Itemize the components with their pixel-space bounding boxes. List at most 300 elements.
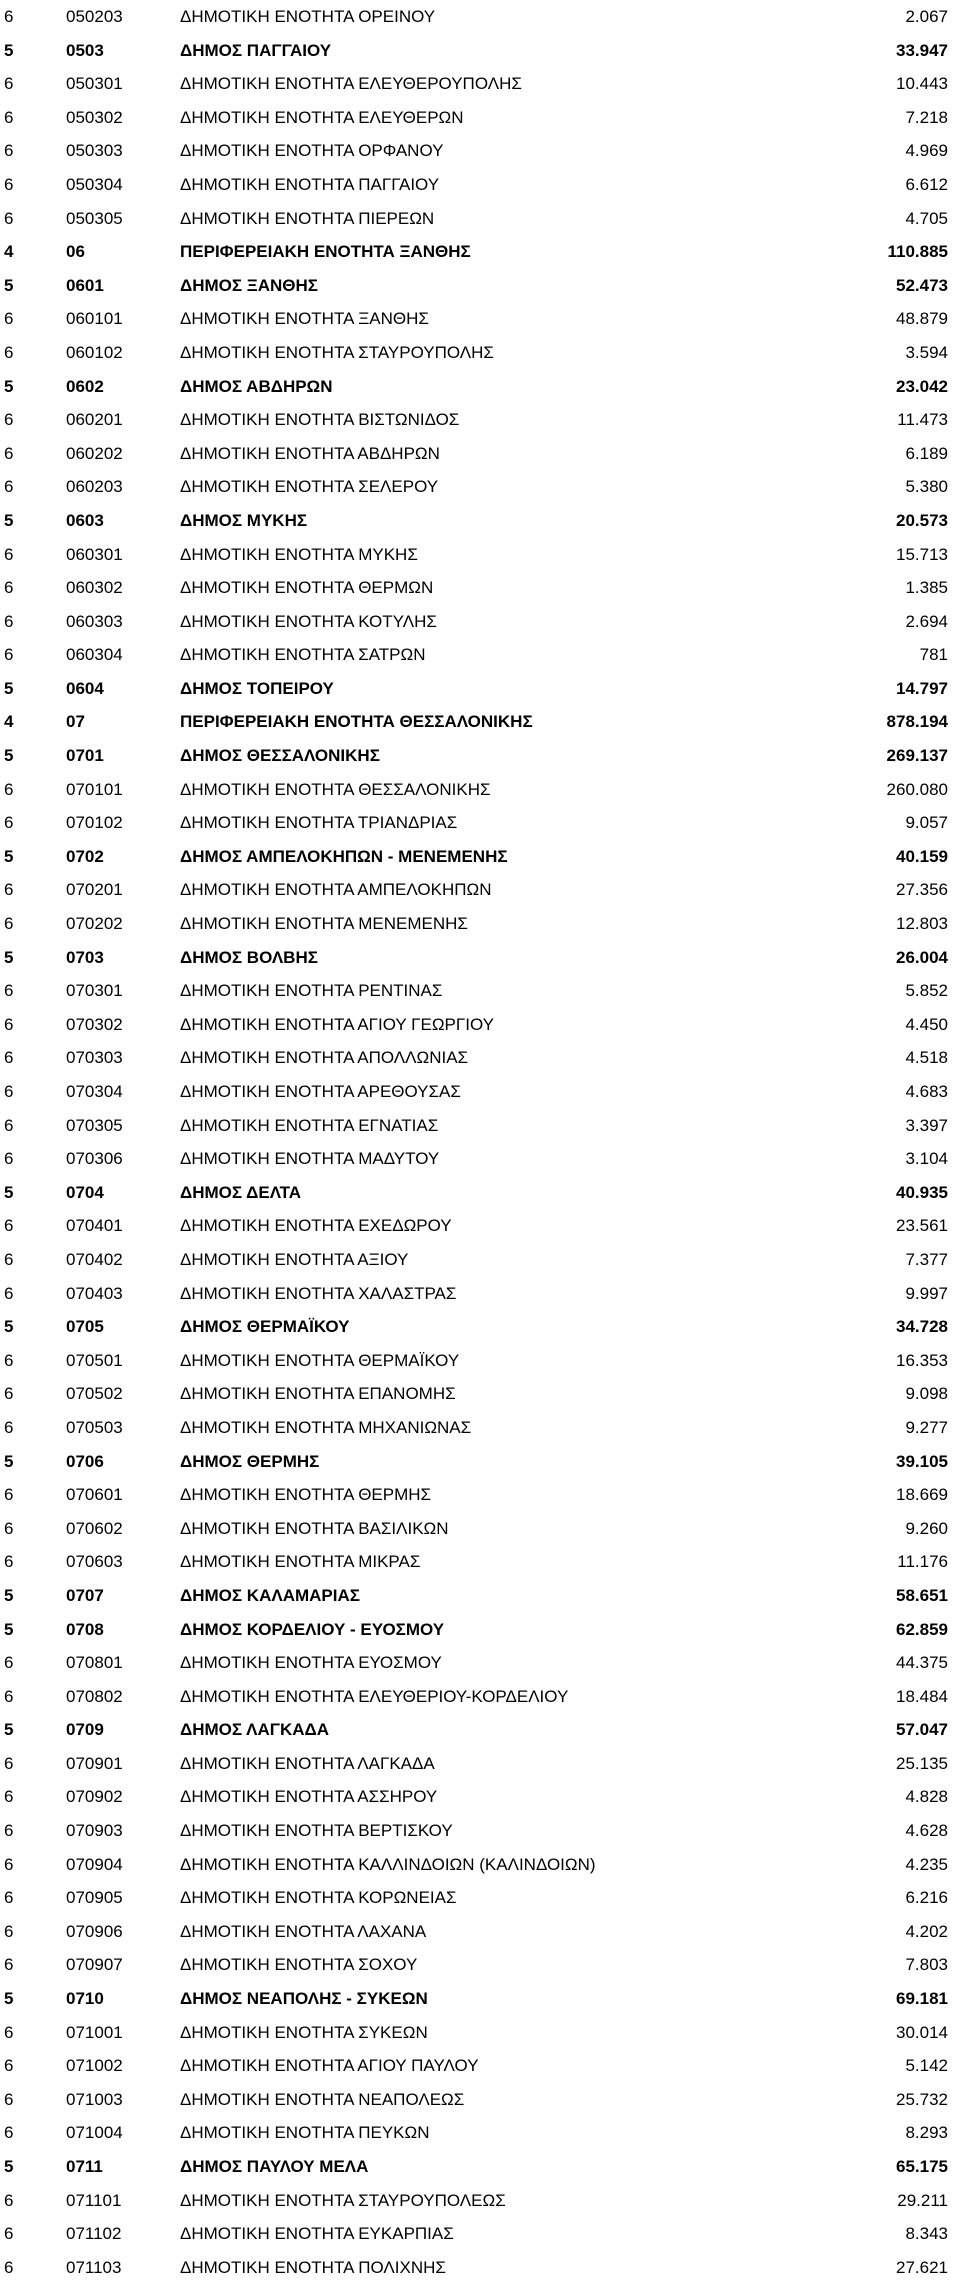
level-cell: 6 <box>4 578 14 598</box>
level-cell: 6 <box>4 1821 14 1841</box>
code-cell: 0701 <box>66 746 104 766</box>
name-cell: ΔΗΜΟΤΙΚΗ ΕΝΟΤΗΤΑ ΜΥΚΗΣ <box>180 544 418 564</box>
code-cell: 070403 <box>66 1283 123 1303</box>
population-cell: 57.047 <box>896 1720 948 1740</box>
level-cell: 6 <box>4 2123 14 2143</box>
level-cell: 6 <box>4 2056 14 2076</box>
table-row <box>0 437 960 471</box>
code-cell: 0604 <box>66 678 104 698</box>
level-cell: 6 <box>4 2257 14 2277</box>
level-cell: 6 <box>4 1854 14 1874</box>
table-row <box>0 1445 960 1479</box>
code-cell: 0601 <box>66 275 104 295</box>
population-cell: 3.104 <box>905 1149 948 1169</box>
population-cell: 48.879 <box>896 309 948 329</box>
name-cell: ΔΗΜΟΤΙΚΗ ΕΝΟΤΗΤΑ ΣΥΚΕΩΝ <box>180 2022 428 2042</box>
name-cell: ΔΗΜΟΤΙΚΗ ΕΝΟΤΗΤΑ ΘΕΡΜΩΝ <box>180 578 434 598</box>
code-cell: 060101 <box>66 309 123 329</box>
population-cell: 4.202 <box>905 1921 948 1941</box>
table-row <box>0 941 960 975</box>
name-cell: ΠΕΡΙΦΕΡΕΙΑΚΗ ΕΝΟΤΗΤΑ ΞΑΝΘΗΣ <box>180 242 471 262</box>
table-row <box>0 168 960 202</box>
table-row <box>0 1377 960 1411</box>
population-cell: 44.375 <box>896 1653 948 1673</box>
level-cell: 6 <box>4 611 14 631</box>
code-cell: 0705 <box>66 1317 104 1337</box>
population-cell: 5.380 <box>905 477 948 497</box>
name-cell: ΔΗΜΟΣ ΚΑΛΑΜΑΡΙΑΣ <box>180 1585 360 1605</box>
level-cell: 6 <box>4 2224 14 2244</box>
table-row <box>0 1310 960 1344</box>
name-cell: ΔΗΜΟΤΙΚΗ ΕΝΟΤΗΤΑ ΠΙΕΡΕΩΝ <box>180 208 435 228</box>
table-row <box>0 907 960 941</box>
population-cell: 40.935 <box>896 1182 948 1202</box>
population-cell: 65.175 <box>896 2157 948 2176</box>
name-cell: ΔΗΜΟΤΙΚΗ ΕΝΟΤΗΤΑ ΕΧΕΔΩΡΟΥ <box>180 1216 452 1236</box>
population-cell: 2.067 <box>905 7 948 26</box>
name-cell: ΔΗΜΟΤΙΚΗ ΕΝΟΤΗΤΑ ΜΕΝΕΜΕΝΗΣ <box>180 914 468 934</box>
name-cell: ΔΗΜΟΤΙΚΗ ΕΝΟΤΗΤΑ ΟΡΦΑΝΟΥ <box>180 141 444 161</box>
table-row <box>0 1848 960 1882</box>
code-cell: 070904 <box>66 1854 123 1874</box>
population-cell: 1.385 <box>905 578 948 598</box>
level-cell: 6 <box>4 1216 14 1236</box>
population-cell: 40.159 <box>896 846 948 866</box>
code-cell: 070905 <box>66 1888 123 1908</box>
table-row <box>0 269 960 303</box>
name-cell: ΔΗΜΟΤΙΚΗ ΕΝΟΤΗΤΑ ΜΙΚΡΑΣ <box>180 1552 421 1572</box>
population-cell: 20.573 <box>896 510 948 530</box>
population-cell: 16.353 <box>896 1350 948 1370</box>
population-cell: 34.728 <box>896 1317 948 1337</box>
name-cell: ΔΗΜΟΤΙΚΗ ΕΝΟΤΗΤΑ ΠΑΓΓΑΙΟΥ <box>180 174 440 194</box>
population-cell: 4.683 <box>905 1082 948 1101</box>
code-cell: 070102 <box>66 813 123 833</box>
code-cell: 071003 <box>66 2089 123 2109</box>
code-cell: 060203 <box>66 477 123 497</box>
table-row <box>0 34 960 68</box>
code-cell: 060303 <box>66 611 123 631</box>
table-row <box>0 470 960 504</box>
population-cell: 3.594 <box>905 342 948 362</box>
level-cell: 6 <box>4 2089 14 2109</box>
code-cell: 070907 <box>66 1955 123 1975</box>
name-cell: ΔΗΜΟΤΙΚΗ ΕΝΟΤΗΤΑ ΚΟΤΥΛΗΣ <box>180 611 437 631</box>
code-cell: 070303 <box>66 1048 123 1068</box>
population-cell: 9.057 <box>905 813 948 833</box>
table-row <box>0 1041 960 1075</box>
code-cell: 0707 <box>66 1585 104 1605</box>
code-cell: 050301 <box>66 74 123 94</box>
code-cell: 050203 <box>66 7 123 26</box>
level-cell: 6 <box>4 208 14 228</box>
level-cell: 6 <box>4 1518 14 1538</box>
level-cell: 6 <box>4 1552 14 1572</box>
level-cell: 5 <box>4 510 14 530</box>
code-cell: 060201 <box>66 410 123 430</box>
level-cell: 5 <box>4 40 14 60</box>
population-cell: 26.004 <box>896 947 948 967</box>
name-cell: ΔΗΜΟΤΙΚΗ ΕΝΟΤΗΤΑ ΘΕΣΣΑΛΟΝΙΚΗΣ <box>180 779 491 799</box>
name-cell: ΔΗΜΟΣ ΞΑΝΘΗΣ <box>180 275 319 295</box>
level-cell: 6 <box>4 1249 14 1269</box>
name-cell: ΔΗΜΟΤΙΚΗ ΕΝΟΤΗΤΑ ΕΥΚΑΡΠΙΑΣ <box>180 2224 454 2244</box>
code-cell: 071001 <box>66 2022 123 2042</box>
level-cell: 6 <box>4 914 14 934</box>
code-cell: 0602 <box>66 376 104 396</box>
level-cell: 6 <box>4 779 14 799</box>
population-cell: 9.277 <box>905 1417 948 1437</box>
level-cell: 4 <box>4 712 14 732</box>
name-cell: ΔΗΜΟΤΙΚΗ ΕΝΟΤΗΤΑ ΝΕΑΠΟΛΕΩΣ <box>180 2089 465 2109</box>
name-cell: ΔΗΜΟΤΙΚΗ ΕΝΟΤΗΤΑ ΒΕΡΤΙΣΚΟΥ <box>180 1821 453 1841</box>
population-cell: 30.014 <box>896 2022 948 2042</box>
name-cell: ΔΗΜΟΤΙΚΗ ΕΝΟΤΗΤΑ ΠΟΛΙΧΝΗΣ <box>180 2257 446 2277</box>
level-cell: 6 <box>4 1417 14 1437</box>
code-cell: 060102 <box>66 342 123 362</box>
code-cell: 071002 <box>66 2056 123 2076</box>
table-row <box>0 67 960 101</box>
table-row <box>0 2150 960 2184</box>
population-cell: 4.969 <box>905 141 948 161</box>
population-cell: 2.694 <box>905 611 948 631</box>
code-cell: 070603 <box>66 1552 123 1572</box>
population-cell: 62.859 <box>896 1619 948 1639</box>
population-cell: 7.218 <box>905 107 948 127</box>
level-cell: 6 <box>4 1149 14 1169</box>
name-cell: ΔΗΜΟΤΙΚΗ ΕΝΟΤΗΤΑ ΠΕΥΚΩΝ <box>180 2123 430 2143</box>
table-row <box>0 1814 960 1848</box>
level-cell: 6 <box>4 1048 14 1068</box>
population-cell: 58.651 <box>896 1585 948 1605</box>
population-cell: 9.997 <box>905 1283 948 1303</box>
code-cell: 050305 <box>66 208 123 228</box>
code-cell: 0709 <box>66 1720 104 1740</box>
level-cell: 6 <box>4 981 14 1001</box>
code-cell: 060202 <box>66 443 123 463</box>
name-cell: ΔΗΜΟΣ ΤΟΠΕΙΡΟΥ <box>180 678 334 698</box>
table-row <box>0 403 960 437</box>
level-cell: 6 <box>4 174 14 194</box>
level-cell: 6 <box>4 1753 14 1773</box>
name-cell: ΔΗΜΟΤΙΚΗ ΕΝΟΤΗΤΑ ΤΡΙΑΝΔΡΙΑΣ <box>180 813 458 833</box>
population-cell: 52.473 <box>896 275 948 295</box>
code-cell: 071101 <box>66 2190 122 2210</box>
table-row <box>0 605 960 639</box>
table-row <box>0 739 960 773</box>
table-row <box>0 0 960 34</box>
table-row <box>0 1881 960 1915</box>
table-row <box>0 873 960 907</box>
table-row <box>0 1713 960 1747</box>
code-cell: 0704 <box>66 1182 104 1202</box>
name-cell: ΔΗΜΟΣ ΘΕΡΜΗΣ <box>180 1451 320 1471</box>
name-cell: ΔΗΜΟΤΙΚΗ ΕΝΟΤΗΤΑ ΜΑΔΥΤΟΥ <box>180 1149 440 1169</box>
level-cell: 4 <box>4 242 14 262</box>
level-cell: 6 <box>4 443 14 463</box>
code-cell: 060304 <box>66 645 123 665</box>
level-cell: 6 <box>4 107 14 127</box>
population-cell: 9.098 <box>905 1384 948 1404</box>
name-cell: ΔΗΜΟΤΙΚΗ ΕΝΟΤΗΤΑ ΑΡΕΘΟΥΣΑΣ <box>180 1082 461 1101</box>
population-cell: 25.732 <box>896 2089 948 2109</box>
level-cell: 5 <box>4 1451 14 1471</box>
population-cell: 260.080 <box>886 779 948 799</box>
population-cell: 27.621 <box>896 2257 948 2277</box>
population-cell: 10.443 <box>896 74 948 94</box>
name-cell: ΔΗΜΟΤΙΚΗ ΕΝΟΤΗΤΑ ΘΕΡΜΑΪΚΟΥ <box>180 1350 460 1370</box>
table-row <box>0 1780 960 1814</box>
table-row <box>0 2016 960 2050</box>
code-cell: 070906 <box>66 1921 123 1941</box>
code-cell: 0710 <box>66 1989 104 2009</box>
table-row <box>0 1982 960 2016</box>
name-cell: ΔΗΜΟΤΙΚΗ ΕΝΟΤΗΤΑ ΘΕΡΜΗΣ <box>180 1485 432 1505</box>
population-cell: 269.137 <box>886 746 948 766</box>
name-cell: ΔΗΜΟΤΙΚΗ ΕΝΟΤΗΤΑ ΚΟΡΩΝΕΙΑΣ <box>180 1888 457 1908</box>
level-cell: 6 <box>4 1955 14 1975</box>
name-cell: ΔΗΜΟΤΙΚΗ ΕΝΟΤΗΤΑ ΣΑΤΡΩΝ <box>180 645 426 665</box>
population-cell: 29.211 <box>897 2190 948 2210</box>
level-cell: 5 <box>4 1989 14 2009</box>
table-row <box>0 1109 960 1143</box>
table-row <box>0 1948 960 1982</box>
code-cell: 071103 <box>66 2257 122 2277</box>
population-cell: 6.189 <box>905 443 948 463</box>
code-cell: 050304 <box>66 174 123 194</box>
table-row <box>0 1142 960 1176</box>
level-cell: 6 <box>4 1787 14 1807</box>
level-cell: 6 <box>4 544 14 564</box>
table-row <box>0 370 960 404</box>
population-cell: 4.705 <box>905 208 948 228</box>
level-cell: 5 <box>4 746 14 766</box>
population-cell: 878.194 <box>886 712 948 732</box>
level-cell: 6 <box>4 141 14 161</box>
table-row <box>0 134 960 168</box>
name-cell: ΔΗΜΟΤΙΚΗ ΕΝΟΤΗΤΑ ΑΒΔΗΡΩΝ <box>180 443 440 463</box>
name-cell: ΔΗΜΟΤΙΚΗ ΕΝΟΤΗΤΑ ΑΣΣΗΡΟΥ <box>180 1787 438 1807</box>
population-cell: 7.803 <box>905 1955 948 1975</box>
table-row <box>0 638 960 672</box>
table-row <box>0 2184 960 2218</box>
level-cell: 6 <box>4 1384 14 1404</box>
level-cell: 6 <box>4 1921 14 1941</box>
name-cell: ΔΗΜΟΤΙΚΗ ΕΝΟΤΗΤΑ ΜΗΧΑΝΙΩΝΑΣ <box>180 1417 472 1437</box>
table-row <box>0 1747 960 1781</box>
name-cell: ΔΗΜΟΣ ΔΕΛΤΑ <box>180 1182 302 1202</box>
table-row <box>0 2049 960 2083</box>
code-cell: 0703 <box>66 947 104 967</box>
level-cell: 6 <box>4 2190 14 2210</box>
code-cell: 071102 <box>66 2224 122 2244</box>
level-cell: 6 <box>4 1014 14 1034</box>
level-cell: 6 <box>4 1283 14 1303</box>
level-cell: 5 <box>4 947 14 967</box>
name-cell: ΔΗΜΟΤΙΚΗ ΕΝΟΤΗΤΑ ΕΛΕΥΘΕΡΩΝ <box>180 107 464 127</box>
table-row <box>0 1512 960 1546</box>
level-cell: 5 <box>4 1317 14 1337</box>
name-cell: ΔΗΜΟΤΙΚΗ ΕΝΟΤΗΤΑ ΟΡΕΙΝΟΥ <box>180 7 436 26</box>
code-cell: 070306 <box>66 1149 123 1169</box>
code-cell: 060302 <box>66 578 123 598</box>
population-cell: 4.450 <box>905 1014 948 1034</box>
population-cell: 11.176 <box>897 1552 948 1572</box>
code-cell: 070901 <box>66 1753 123 1773</box>
code-cell: 0711 <box>66 2157 103 2176</box>
name-cell: ΔΗΜΟΤΙΚΗ ΕΝΟΤΗΤΑ ΕΥΟΣΜΟΥ <box>180 1653 442 1673</box>
level-cell: 6 <box>4 880 14 900</box>
name-cell: ΔΗΜΟΤΙΚΗ ΕΝΟΤΗΤΑ ΑΠΟΛΛΩΝΙΑΣ <box>180 1048 469 1068</box>
name-cell: ΔΗΜΟΤΙΚΗ ΕΝΟΤΗΤΑ ΕΛΕΥΘΕΡΙΟΥ-ΚΟΡΔΕΛΙΟΥ <box>180 1686 569 1706</box>
name-cell: ΔΗΜΟΣ ΝΕΑΠΟΛΗΣ - ΣΥΚΕΩΝ <box>180 1989 428 2009</box>
code-cell: 070801 <box>66 1653 123 1673</box>
population-cell: 8.293 <box>905 2123 948 2143</box>
population-cell: 781 <box>919 645 948 665</box>
population-cell: 14.797 <box>896 678 948 698</box>
name-cell: ΔΗΜΟΤΙΚΗ ΕΝΟΤΗΤΑ ΚΑΛΛΙΝΔΟΙΩΝ (ΚΑΛΙΝΔΟΙΩΝ) <box>180 1854 596 1874</box>
level-cell: 6 <box>4 477 14 497</box>
name-cell: ΔΗΜΟΣ ΘΕΣΣΑΛΟΝΙΚΗΣ <box>180 746 380 766</box>
table-row <box>0 1344 960 1378</box>
table-row <box>0 1680 960 1714</box>
level-cell: 6 <box>4 309 14 329</box>
level-cell: 6 <box>4 342 14 362</box>
table-row <box>0 571 960 605</box>
population-cell: 4.235 <box>905 1854 948 1874</box>
code-cell: 060301 <box>66 544 123 564</box>
code-cell: 070201 <box>66 880 123 900</box>
table-row <box>0 672 960 706</box>
table-row <box>0 1646 960 1680</box>
name-cell: ΔΗΜΟΣ ΑΒΔΗΡΩΝ <box>180 376 333 396</box>
population-cell: 23.042 <box>896 376 948 396</box>
population-cell: 7.377 <box>905 1249 948 1269</box>
population-cell: 25.135 <box>896 1753 948 1773</box>
level-cell: 6 <box>4 1485 14 1505</box>
population-cell: 3.397 <box>905 1115 948 1135</box>
name-cell: ΔΗΜΟΤΙΚΗ ΕΝΟΤΗΤΑ ΛΑΧΑΝΑ <box>180 1921 427 1941</box>
population-cell: 18.669 <box>896 1485 948 1505</box>
table-row <box>0 1545 960 1579</box>
level-cell: 5 <box>4 2157 14 2176</box>
name-cell: ΠΕΡΙΦΕΡΕΙΑΚΗ ΕΝΟΤΗΤΑ ΘΕΣΣΑΛΟΝΙΚΗΣ <box>180 712 533 732</box>
table-row <box>0 202 960 236</box>
name-cell: ΔΗΜΟΤΙΚΗ ΕΝΟΤΗΤΑ ΒΙΣΤΩΝΙΔΟΣ <box>180 410 460 430</box>
level-cell: 6 <box>4 813 14 833</box>
table-row <box>0 2116 960 2150</box>
table-row <box>0 1075 960 1109</box>
code-cell: 070602 <box>66 1518 123 1538</box>
table-row <box>0 806 960 840</box>
level-cell: 6 <box>4 1115 14 1135</box>
code-cell: 050303 <box>66 141 123 161</box>
code-cell: 070302 <box>66 1014 123 1034</box>
table-row <box>0 1579 960 1613</box>
code-cell: 070301 <box>66 981 123 1001</box>
table-row <box>0 1209 960 1243</box>
table-row <box>0 1915 960 1949</box>
name-cell: ΔΗΜΟΣ ΛΑΓΚΑΔΑ <box>180 1720 330 1740</box>
population-cell: 8.343 <box>905 2224 948 2244</box>
table-row <box>0 773 960 807</box>
code-cell: 0603 <box>66 510 104 530</box>
name-cell: ΔΗΜΟΣ ΒΟΛΒΗΣ <box>180 947 318 967</box>
code-cell: 071004 <box>66 2123 123 2143</box>
level-cell: 5 <box>4 1720 14 1740</box>
level-cell: 6 <box>4 1653 14 1673</box>
code-cell: 0706 <box>66 1451 104 1471</box>
population-cell: 5.852 <box>905 981 948 1001</box>
population-cell: 18.484 <box>896 1686 948 1706</box>
name-cell: ΔΗΜΟΤΙΚΗ ΕΝΟΤΗΤΑ ΑΜΠΕΛΟΚΗΠΩΝ <box>180 880 492 900</box>
name-cell: ΔΗΜΟΤΙΚΗ ΕΝΟΤΗΤΑ ΧΑΛΑΣΤΡΑΣ <box>180 1283 457 1303</box>
population-cell: 39.105 <box>896 1451 948 1471</box>
table-row <box>0 1176 960 1210</box>
level-cell: 5 <box>4 678 14 698</box>
level-cell: 6 <box>4 74 14 94</box>
level-cell: 6 <box>4 1686 14 1706</box>
table-row <box>0 336 960 370</box>
population-cell: 6.612 <box>905 174 948 194</box>
code-cell: 070501 <box>66 1350 123 1370</box>
code-cell: 050302 <box>66 107 123 127</box>
name-cell: ΔΗΜΟΣ ΘΕΡΜΑΪΚΟΥ <box>180 1317 350 1337</box>
code-cell: 070503 <box>66 1417 123 1437</box>
table-row <box>0 2217 960 2251</box>
population-cell: 9.260 <box>905 1518 948 1538</box>
table-row <box>0 1478 960 1512</box>
table-row <box>0 504 960 538</box>
code-cell: 070402 <box>66 1249 123 1269</box>
table-row <box>0 2083 960 2117</box>
population-cell: 4.518 <box>905 1048 948 1068</box>
population-cell: 6.216 <box>905 1888 948 1908</box>
level-cell: 5 <box>4 275 14 295</box>
population-cell: 23.561 <box>896 1216 948 1236</box>
name-cell: ΔΗΜΟΤΙΚΗ ΕΝΟΤΗΤΑ ΕΛΕΥΘΕΡΟΥΠΟΛΗΣ <box>180 74 522 94</box>
code-cell: 070304 <box>66 1082 123 1101</box>
name-cell: ΔΗΜΟΤΙΚΗ ΕΝΟΤΗΤΑ ΑΓΙΟΥ ΓΕΩΡΓΙΟΥ <box>180 1014 494 1034</box>
table-row <box>0 235 960 269</box>
name-cell: ΔΗΜΟΤΙΚΗ ΕΝΟΤΗΤΑ ΕΠΑΝΟΜΗΣ <box>180 1384 456 1404</box>
table-row <box>0 974 960 1008</box>
level-cell: 6 <box>4 1082 14 1101</box>
table-row <box>0 1277 960 1311</box>
code-cell: 0702 <box>66 846 104 866</box>
population-cell: 4.828 <box>905 1787 948 1807</box>
level-cell: 5 <box>4 376 14 396</box>
name-cell: ΔΗΜΟΤΙΚΗ ΕΝΟΤΗΤΑ ΛΑΓΚΑΔΑ <box>180 1753 435 1773</box>
level-cell: 6 <box>4 410 14 430</box>
code-cell: 07 <box>66 712 85 732</box>
name-cell: ΔΗΜΟΤΙΚΗ ΕΝΟΤΗΤΑ ΑΓΙΟΥ ΠΑΥΛΟΥ <box>180 2056 479 2076</box>
code-cell: 070401 <box>66 1216 123 1236</box>
name-cell: ΔΗΜΟΤΙΚΗ ΕΝΟΤΗΤΑ ΣΟΧΟΥ <box>180 1955 418 1975</box>
code-cell: 06 <box>66 242 85 262</box>
name-cell: ΔΗΜΟΣ ΠΑΓΓΑΙΟΥ <box>180 40 332 60</box>
table-row <box>0 101 960 135</box>
level-cell: 5 <box>4 1585 14 1605</box>
table-row <box>0 705 960 739</box>
level-cell: 6 <box>4 645 14 665</box>
population-cell: 69.181 <box>896 1989 948 2009</box>
name-cell: ΔΗΜΟΣ ΠΑΥΛΟΥ ΜΕΛΑ <box>180 2157 369 2176</box>
code-cell: 070902 <box>66 1787 123 1807</box>
code-cell: 0503 <box>66 40 104 60</box>
level-cell: 6 <box>4 7 14 26</box>
population-cell: 33.947 <box>896 40 948 60</box>
